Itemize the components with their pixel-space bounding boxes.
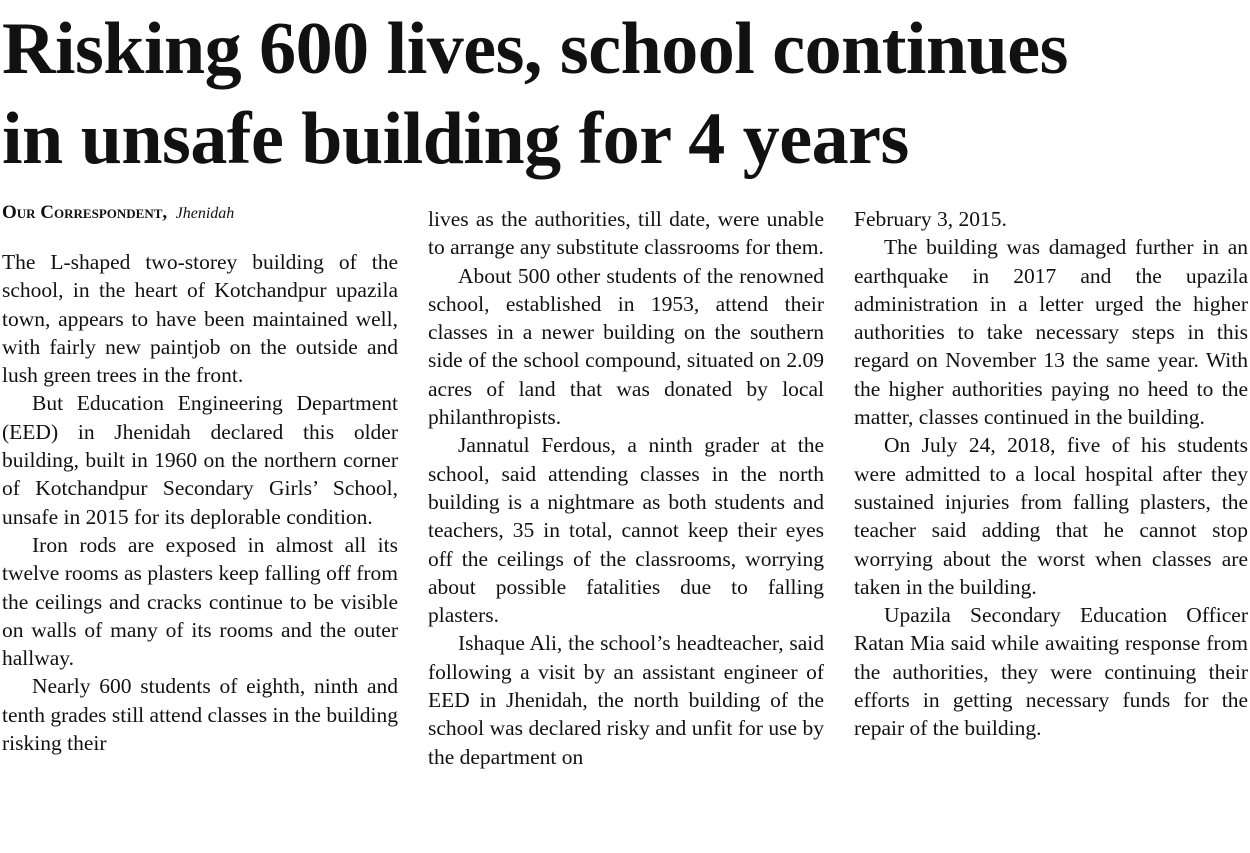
paragraph: Jannatul Ferdous, a ninth grader at the school, said attending classes in the north building is a nightmare as both students and teachers, 35 in total, cannot keep their eyes off the ceilings of the classrooms, worrying about possible fatalities due to falling plasters.: [428, 433, 824, 628]
paragraph: The building was damaged further in an earthquake in 2017 and the upazila administration in a letter urged the higher authorities to take necessary steps in this regard on November 13 the same year. With the higher authorities paying no heed to the matter, classes continued in the building.: [854, 235, 1248, 430]
paragraph: February 3, 2015.: [854, 207, 1007, 231]
paragraph: Nearly 600 students of eighth, ninth and tenth grades still attend classes in the building risking their: [2, 674, 398, 756]
paragraph: Iron rods are exposed in almost all its twelve rooms as plasters keep falling off from the ceilings and cracks continue to be visible on walls of many of its rooms and the outer hallway.: [2, 532, 398, 671]
paragraph: Upazila Secondary Education Officer Ratan Mia said while awaiting response from the authorities, they were continuing their efforts in getting necessary funds for the repair of the building.: [854, 603, 1248, 741]
byline-author: Our Correspondent,: [2, 202, 168, 223]
paragraph: About 500 other students of the renowned school, established in 1953, attend their classes in a newer building on the southern side of the school compound, situated on 2.09 acres of land that was donated by local philanthropists.: [428, 263, 824, 430]
article-column-3: [854, 205, 1248, 743]
headline-line-1: Risking 600 lives, school continues: [2, 8, 1068, 90]
article-column-2: [428, 205, 824, 771]
paragraph: But Education Engineering Department (EED) in Jhenidah declared this older building, built in 1960 on the northern corner of Kotchandpur Secondary Girls’ School, unsafe in 2015 for its deplorable condition.: [2, 391, 398, 529]
headline: [2, 4, 1248, 184]
byline: [2, 200, 234, 226]
byline-place: Jhenidah: [175, 205, 235, 222]
headline-line-2: in unsafe building for 4 years: [2, 98, 909, 180]
article-column-1: [2, 248, 398, 757]
paragraph: The L-shaped two-storey building of the school, in the heart of Kotchandpur upazila town, appears to have been maintained well, with fairly new paintjob on the outside and lush green trees in the front.: [2, 250, 398, 388]
paragraph: On July 24, 2018, five of his students were admitted to a local hospital after they sustained injuries from falling plasters, the teacher said adding that he cannot stop worrying about the worst when classes are taken in the building.: [854, 433, 1248, 599]
paragraph: lives as the authorities, till date, were unable to arrange any substitute classrooms for them.: [428, 207, 824, 260]
paragraph: Ishaque Ali, the school’s headteacher, said following a visit by an assistant engineer of EED in Jhenidah, the north building of the school was declared risky and unfit for use by the department on: [428, 631, 824, 769]
